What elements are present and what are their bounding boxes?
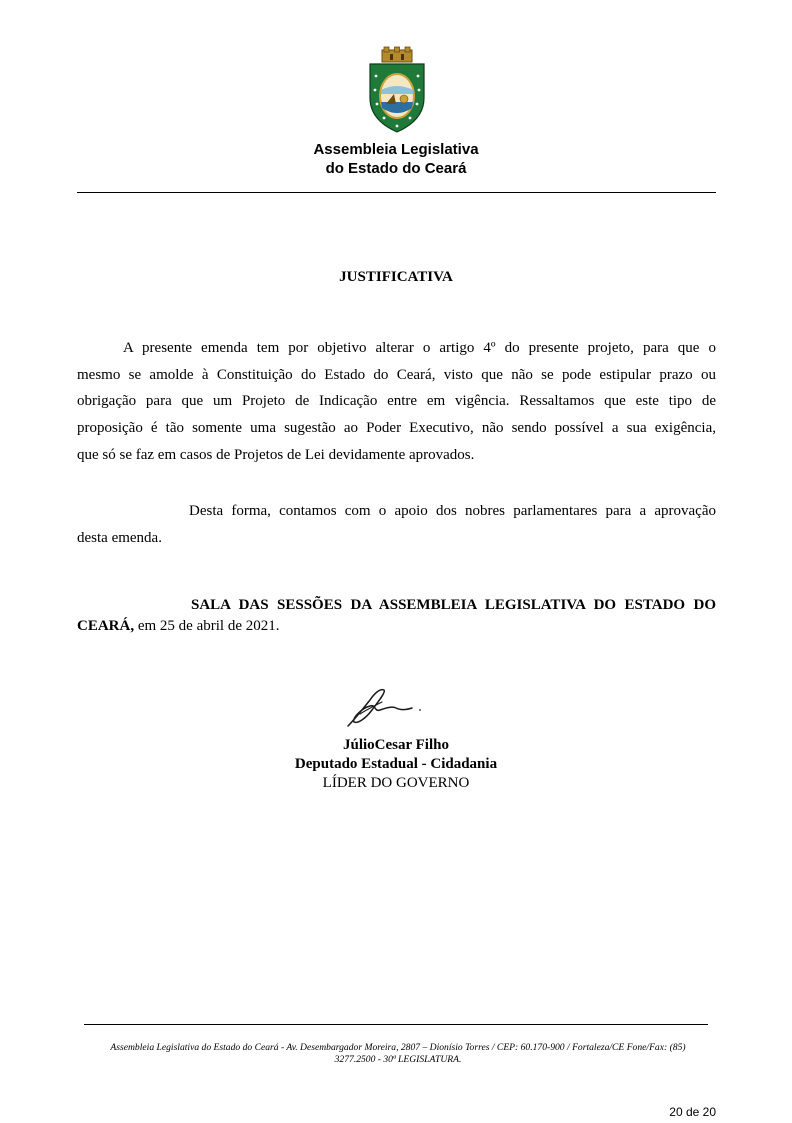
page-number: 20 de 20	[669, 1105, 716, 1119]
closing-line1: SALA DAS SESSÕES DA ASSEMBLEIA LEGISLATIVA DO ESTADO DO	[191, 597, 716, 613]
header-divider	[77, 192, 716, 193]
paragraph-line: que só se faz em casos de Projetos de Lei devidamente aprovados.	[77, 446, 475, 463]
org-name-line1: Assembleia Legislativa	[313, 141, 479, 158]
paragraph-support	[77, 498, 716, 551]
document-title: JUSTIFICATIVA	[339, 269, 453, 285]
paragraph-line: mesmo se amolde à Constituição do Estado do Ceará, visto que não se pode estipular prazo ou	[77, 366, 716, 383]
footer-address: Assembleia Legislativa do Estado do Ceará - Av. Desembargador Moreira, 2807 – Dionísio Torres / CEP: 60.170-900 / Fortaleza/CE Fone/Fax: (85)	[110, 1042, 686, 1053]
paragraph-line: A presente emenda tem por objetivo alterar o artigo 4º do presente projeto, para que o	[123, 340, 716, 356]
closing-state: CEARÁ,	[77, 618, 135, 634]
paragraph-line: desta emenda.	[77, 529, 162, 546]
org-name-line2: do Estado do Ceará	[325, 160, 467, 177]
handwritten-signature	[340, 684, 430, 730]
paragraph-line: Desta forma, contamos com o apoio dos nobres parlamentares para a aprovação	[189, 503, 716, 519]
footer-divider	[84, 1024, 708, 1025]
footer-phone-legislature: 3277.2500 - 30ª LEGISLATURA.	[334, 1054, 462, 1065]
ceara-coat-of-arms-icon	[364, 46, 430, 134]
paragraph-line: obrigação para que um Projeto de Indicação entre em vigência. Ressaltamos que este tipo de	[77, 393, 716, 410]
closing-statement	[77, 595, 716, 637]
signer-position: LÍDER DO GOVERNO	[322, 775, 470, 791]
signer-name: JúlioCesar Filho	[343, 737, 449, 753]
paragraph-justification	[77, 335, 716, 469]
closing-date: em 25 de abril de 2021.	[134, 618, 280, 634]
paragraph-line: proposição é tão somente uma sugestão ao Poder Executivo, não sendo possível a sua exigência,	[77, 420, 716, 437]
signer-role: Deputado Estadual - Cidadania	[294, 756, 498, 772]
